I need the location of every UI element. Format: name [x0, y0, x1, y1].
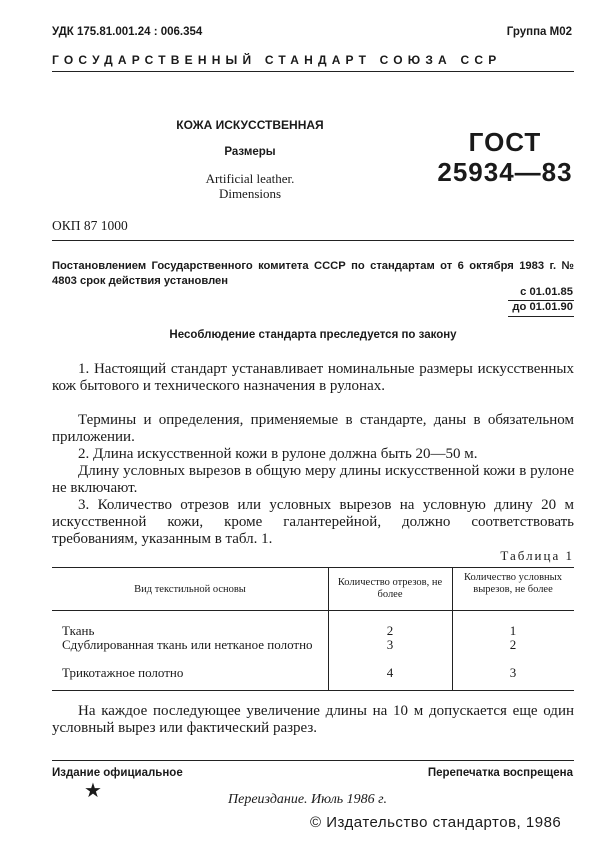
paragraph-cuts-length: Длину условных вырезов в общую меру длины искусственной кожи в рулоне не включают. [52, 463, 574, 496]
table-header-virtual-cuts: Количество условных вырезов, не более [464, 572, 562, 595]
validity-from: с 01.01.85 [520, 286, 573, 298]
group-code: Группа М02 [506, 26, 572, 38]
footer-divider [52, 760, 574, 761]
table-cell-base: Трикотажное полотно [62, 665, 184, 680]
paragraph-2: 2. Длина искусственной кожи в рулоне должна быть 20—50 м. [78, 446, 478, 462]
table-header-border [52, 610, 574, 611]
english-title-line: Artificial leather. [205, 171, 295, 186]
document-title: КОЖА ИСКУССТВЕННАЯ [176, 118, 324, 132]
table-top-border [52, 567, 574, 568]
validity-underline [508, 316, 574, 317]
paragraph-extension: На каждое последующее увеличение длины на 10 м допускается еще один условный вырез или фактический разрез. [52, 703, 574, 736]
table-cell-cuts: 3 [386, 637, 394, 652]
copyright: © Издательство стандартов, 1986 [310, 814, 562, 831]
standard-header: ГОСУДАРСТВЕННЫЙ СТАНДАРТ СОЮЗА ССР [52, 53, 502, 67]
table-cell-base: Ткань [62, 623, 95, 638]
english-title [120, 171, 380, 201]
reprint-prohibited: Перепечатка воспрещена [427, 767, 573, 779]
table-cell-base: Сдублированная ткань или нетканое полотно [62, 637, 313, 652]
paragraph-1: 1. Настоящий стандарт устанавливает номинальные размеры искусственных кож бытового и технического назначения в рулонах. [52, 361, 574, 394]
decree-text: Постановлением Государственного комитета СССР по стандартам от 6 октября 1983 г. № 4803 срок действия установлен [52, 260, 574, 287]
table-header-cuts: Количество отрезов, не более [337, 577, 443, 600]
gost-label: ГОСТ [468, 127, 542, 157]
table-cell-virtual-cuts: 3 [509, 665, 517, 680]
paragraph-3: 3. Количество отрезов или условных вырезов на условную длину 20 м искусственной кожи, кроме галантерейной, должно соответствовать требованиям, указанным в табл. 1. [52, 497, 574, 547]
table-cell-virtual-cuts: 2 [509, 637, 517, 652]
official-edition: Издание официальное [52, 767, 183, 779]
english-subtitle-line: Dimensions [218, 186, 282, 201]
table-header-base: Вид текстильной основы [134, 584, 246, 595]
validity-to: до 01.01.90 [512, 301, 573, 313]
udk-code: УДК 175.81.001.24 : 006.354 [52, 26, 203, 38]
star-icon: ★ [84, 780, 102, 802]
reissue-note: Переиздание. Июль 1986 г. [228, 792, 387, 807]
table-bottom-border [52, 690, 574, 691]
paragraph-terms: Термины и определения, применяемые в стандарте, даны в обязательном приложении. [52, 412, 574, 445]
okp-divider [52, 240, 574, 241]
header-divider [52, 71, 574, 72]
gost-number: 25934—83 [437, 157, 573, 187]
okp-code: ОКП 87 1000 [52, 218, 128, 233]
document-subtitle: Размеры [224, 146, 276, 158]
table-cell-cuts: 4 [386, 665, 394, 680]
table-cell-cuts: 2 [386, 623, 394, 638]
law-notice: Несоблюдение стандарта преследуется по закону [169, 329, 457, 341]
table-cell-virtual-cuts: 1 [509, 623, 517, 638]
table-caption: Таблица 1 [500, 548, 574, 563]
